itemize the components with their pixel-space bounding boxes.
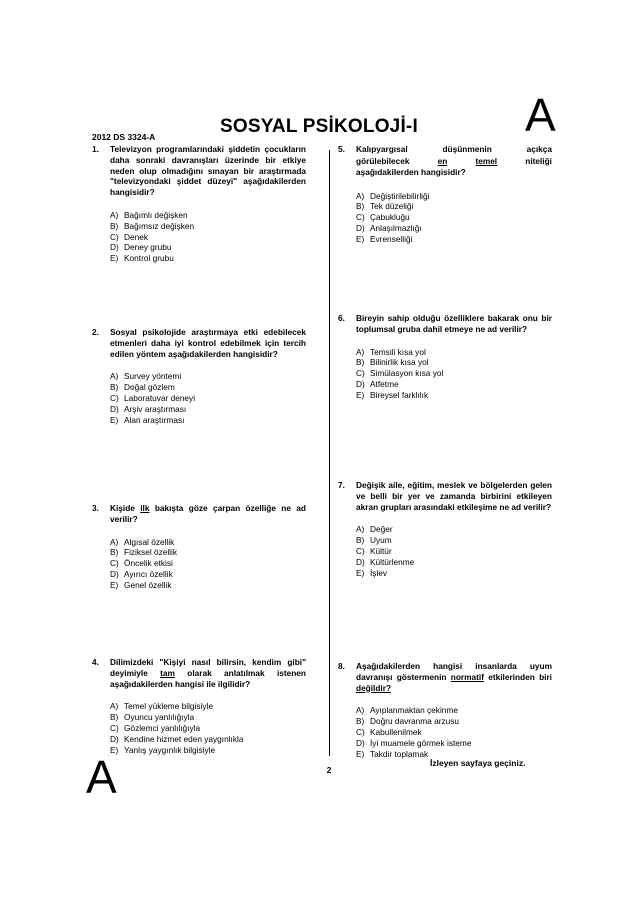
question-text-part: Aşağıdakilerden hangisi insanlarda uyum davranışı göstermenin [356,661,552,682]
question-number: 3. [92,503,99,513]
question-stem [338,313,552,335]
option-text: Alan araştırması [124,414,185,425]
question-8 [338,661,552,759]
option-text: Bireysel farklılık [370,389,429,400]
question-text-word: niteliği [525,155,552,166]
option-text: Tek düzeliği [370,201,414,212]
option-text: Kültür [370,545,392,556]
page-number: 2 [326,765,332,775]
option-text: Oyuncu yanlılığıyla [124,712,195,723]
option-list [92,210,306,264]
option-text: Fiziksel özellik [124,547,178,558]
option-letter: E) [110,253,119,264]
option-text: Genel özellik [124,579,172,590]
booklet-letter-bottom: A [86,751,117,803]
option-letter: B) [110,547,119,558]
option-letter: D) [110,242,119,253]
option-letter: C) [110,558,119,569]
option-letter: A) [110,371,119,382]
question-number: 5. [338,144,345,154]
option-letter: B) [356,357,365,368]
option-c[interactable] [110,393,306,404]
option-a[interactable] [110,371,306,382]
option-letter: D) [356,737,365,748]
option-letter: B) [110,220,119,231]
option-letter: E) [110,744,119,755]
option-b[interactable] [356,716,552,727]
option-letter: C) [110,722,119,733]
option-letter: B) [356,201,365,212]
option-text: Algısal özellik [124,536,175,547]
option-letter: D) [356,556,365,567]
option-b[interactable] [356,535,552,546]
option-text: Deney grubu [124,242,172,253]
question-stem [92,144,306,198]
option-letter: D) [356,222,365,233]
option-b[interactable] [356,201,552,212]
option-letter: E) [110,579,119,590]
option-text: Kontrol grubu [124,253,174,264]
question-3 [92,503,306,591]
option-list [338,524,552,578]
option-letter: D) [110,568,119,579]
option-e[interactable] [356,568,552,579]
option-text: Bağımlı değişken [124,209,188,220]
option-text: Survey yöntemi [124,371,182,382]
exam-code: 2012 DS 3324-A [92,132,156,142]
option-d[interactable] [356,557,552,568]
option-letter: A) [356,705,365,716]
question-4 [92,657,306,755]
option-letter: A) [110,209,119,220]
question-text-part: bakışta göze çarpan özelliğe ne ad verilir? [110,503,306,524]
option-b[interactable] [356,357,552,368]
question-text-line: aşağıdakilerden hangisidir? [356,167,466,177]
question-number: 6. [338,313,345,323]
option-text: Takdir toplamak [370,748,429,759]
option-text: Çabukluğu [370,212,410,223]
option-letter: D) [110,733,119,744]
question-text-emphasis: tam [160,667,175,678]
option-d[interactable] [110,569,306,580]
option-a[interactable] [356,524,552,535]
option-text: Doğal gözlem [124,382,175,393]
option-letter: E) [356,233,365,244]
option-letter: D) [356,378,365,389]
option-b[interactable] [110,547,306,558]
option-text: Doğru davranma arzusu [370,716,460,727]
option-letter: E) [356,567,365,578]
question-text-emphasis: temel [475,155,498,166]
question-6 [338,313,552,401]
option-text: Atfetme [370,378,399,389]
option-list [92,371,306,425]
question-text: Değişik aile, eğitim, meslek ve bölgelerden gelen ve belli bir yer ve zamanda birbirini etkileyen akran grupları arasındaki etkileşime ne ad verilir? [356,480,552,512]
option-letter: A) [356,190,365,201]
question-2 [92,327,306,425]
option-text: Kabullenilmek [370,726,422,737]
option-a[interactable] [110,537,306,548]
option-letter: A) [356,524,365,535]
option-text: Bağımsız değişken [124,220,195,231]
question-text-line [356,144,552,156]
option-d[interactable] [110,734,306,745]
option-list [338,191,552,245]
option-e[interactable] [110,745,306,756]
option-text: Evrenselliği [370,233,413,244]
option-a[interactable] [356,347,552,358]
page-title: SOSYAL PSİKOLOJİ-I [220,116,418,137]
question-text-emphasis: değildir? [356,682,392,693]
question-text-emphasis: ilk [140,503,150,513]
option-c[interactable] [356,368,552,379]
option-text: Uyum [370,535,392,546]
option-list [338,705,552,759]
option-c[interactable] [356,727,552,738]
question-1 [92,144,306,264]
option-letter: A) [356,346,365,357]
question-text-part: Dilimizdeki "Kişiyi nasıl bilirsin, kendim gibi" deyimiyle [110,657,306,678]
question-text-part: olarak anlatılmak istenen aşağıdakilerden hangisi ile ilgilidir? [110,667,306,689]
question-text [110,503,306,525]
option-text: İyi muamele görmek isteme [370,737,472,748]
option-e[interactable] [110,580,306,591]
question-text: Bireyin sahip olduğu özelliklere bakarak onu bir toplumsal gruba dahil etmeye ne ad verilir? [356,313,552,334]
option-list [92,701,306,755]
question-stem [92,657,306,689]
question-stem [92,327,306,359]
option-text: İşlev [370,567,388,578]
option-e[interactable] [356,390,552,401]
option-text: Öncelik etkisi [124,558,173,569]
option-c[interactable] [110,723,306,734]
option-b[interactable] [110,221,306,232]
question-number: 2. [92,327,99,337]
option-letter: C) [356,212,365,223]
question-text-word: düşünmenin [442,144,492,154]
question-text [356,661,552,693]
question-stem [338,144,552,179]
question-text-emphasis: normatif [450,671,484,682]
option-text: Simülasyon kısa yol [370,368,444,379]
booklet-letter-top: A [525,89,556,141]
question-number: 7. [338,480,345,490]
question-text: Televizyon programlarındaki şiddetin çocukların daha sonraki davranışları üzerinde bir etkiye neden olup olmadığını sınayan bir araştırmada "televizyondaki şiddet düzeyi" aşağıdakilerden hangisidir? [110,144,306,198]
option-letter: D) [110,403,119,414]
option-letter: B) [110,712,119,723]
option-letter: E) [110,414,119,425]
option-letter: E) [356,389,365,400]
option-c[interactable] [356,546,552,557]
option-text: Kültürlenme [370,556,415,567]
option-letter: C) [110,392,119,403]
option-text: Yanlış yaygınlık bilgisiyle [124,744,216,755]
column-divider [329,150,330,756]
option-b[interactable] [110,382,306,393]
question-number: 8. [338,661,345,671]
option-e[interactable] [356,234,552,245]
question-stem [338,480,552,512]
option-text: Gözlemci yanlılığıyla [124,722,201,733]
option-d[interactable] [110,404,306,415]
question-stem [338,661,552,693]
option-text: Temsili kısa yol [370,346,426,357]
option-letter: B) [356,535,365,546]
question-text-word: açıkça [526,144,552,154]
option-a[interactable] [356,191,552,202]
option-letter: C) [110,231,119,242]
option-a[interactable] [356,705,552,716]
option-text: Arşiv araştırması [124,403,187,414]
option-letter: C) [356,545,365,556]
option-a[interactable] [110,701,306,712]
option-letter: A) [110,536,119,547]
option-d[interactable] [110,242,306,253]
option-c[interactable] [356,212,552,223]
question-5 [338,144,552,244]
question-text-part: Kişide [110,503,141,513]
option-text: Bilinirlik kısa yol [370,357,429,368]
option-letter: C) [356,368,365,379]
question-text-line [356,156,552,168]
question-text-word: görülebilecek [356,155,410,166]
continue-note: İzleyen sayfaya geçiniz. [430,758,526,768]
option-text: Ayıplanmaktan çekinme [370,705,458,716]
question-7 [338,480,552,578]
option-letter: C) [356,726,365,737]
question-text-emphasis: en [437,155,448,166]
option-d[interactable] [356,223,552,234]
option-e[interactable] [110,253,306,264]
option-text: Değiştirilebilirliği [370,190,430,201]
option-c[interactable] [110,558,306,569]
option-a[interactable] [110,210,306,221]
question-number: 1. [92,144,99,154]
option-letter: E) [356,748,365,759]
option-d[interactable] [356,738,552,749]
option-text: Denek [124,231,148,242]
option-text: Anlaşılmazlığı [370,222,422,233]
option-letter: B) [356,716,365,727]
option-d[interactable] [356,379,552,390]
option-c[interactable] [110,232,306,243]
option-text: Temel yükleme bilgisiyle [124,701,213,712]
option-text: Ayırıcı özellik [124,568,173,579]
option-list [338,347,552,401]
question-text-part: etkilerinden biri [483,671,552,682]
question-stem [92,503,306,525]
option-e[interactable] [110,415,306,426]
question-text [110,657,306,689]
option-list [92,537,306,591]
option-text: Laboratuvar deneyi [124,392,196,403]
option-letter: B) [110,382,119,393]
question-number: 4. [92,657,99,667]
option-text: Değer [370,524,393,535]
option-text: Kendine hizmet eden yaygınlıkla [124,733,244,744]
option-b[interactable] [110,712,306,723]
question-text-word: Kalıpyargısal [356,144,408,154]
option-letter: A) [110,701,119,712]
question-text: Sosyal psikolojide araştırmaya etki edebilecek etmenleri daha iyi kontrol edebilmek için tercih edilen yöntem aşağıdakilerden hangisidir? [110,327,306,359]
